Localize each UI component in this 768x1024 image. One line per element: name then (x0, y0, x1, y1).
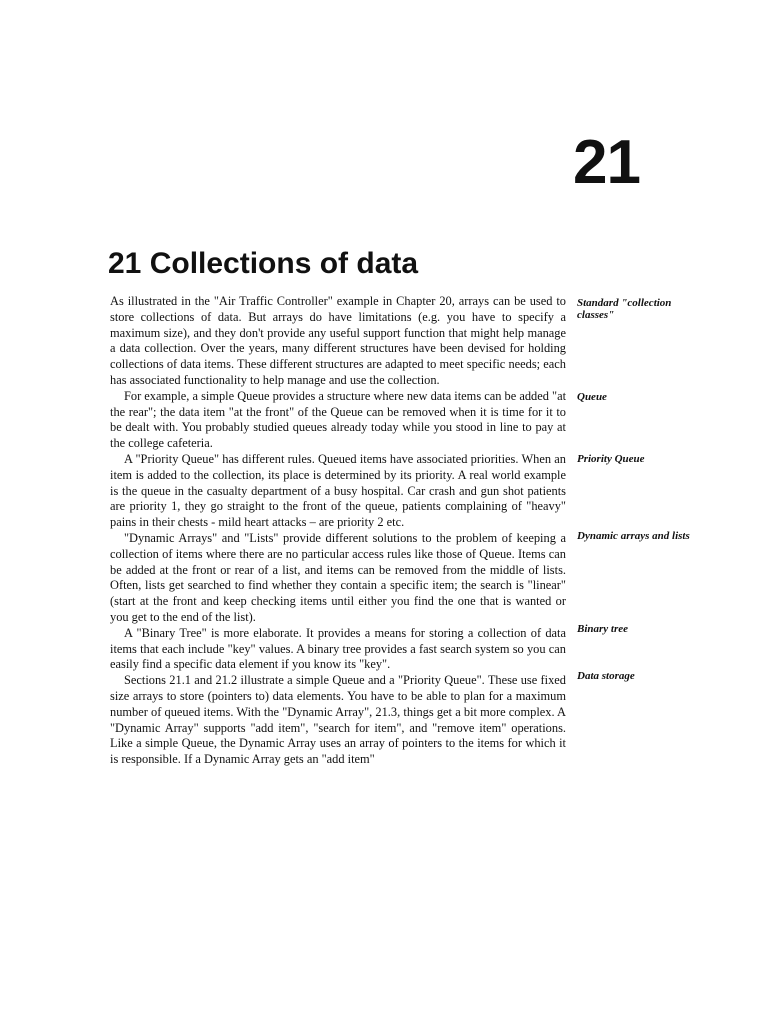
paragraph-data-storage: Sections 21.1 and 21.2 illustrate a simple Queue and a "Priority Queue". These use fixed size arrays to store (pointers to) data elements. You have to be able to plan for a maximum number of queued items. With the "Dynamic Array", 21.3, things get a bit more complex. A "Dynamic Array" supports "add item", "search for item", and "remove item" operations. Like a simple Queue, the Dynamic Array uses an array of pointers to the items for which it is responsible. If a Dynamic Array gets an "add item" (110, 673, 566, 767)
margin-note-binary-tree: Binary tree (577, 623, 629, 635)
paragraph-intro: As illustrated in the "Air Traffic Controller" example in Chapter 20, arrays can be used to store collections of data. But arrays do have limitations (e.g. you have to specify a maximum size), and they don't provide any useful support function that might help manage a data collection. Over the years, many different structures have been devised for holding collections of data items. These different structures are adapted to meet specific needs; each has associated functionality to help manage and use the collection. (110, 294, 566, 387)
chapter-title: 21 Collections of data (108, 247, 419, 280)
margin-note-data-storage: Data storage (577, 670, 635, 682)
paragraph-binary-tree: A "Binary Tree" is more elaborate. It provides a means for storing a collection of data items that each include "key" values. A binary tree provides a fast search system so you can easily find a specific data element if you know its "key". (110, 625, 566, 672)
body-text (110, 294, 566, 768)
margin-note-queue: Queue (577, 391, 607, 403)
paragraph-priority-queue: A "Priority Queue" has different rules. Queued items have associated priorities. When an item is added to the collection, its place is determined by its priority. A real world example is the queue in the casualty department of a busy hospital. Car crash and gun shot patients are priority 1, they go straight to the front of the queue, patients complaining of "heavy" pains in their chests - mild heart attacks – are priority 2 etc. (110, 451, 566, 530)
paragraph-queue: For example, a simple Queue provides a structure where new data items can be added "at the rear"; the data item "at the front" of the Queue can be removed when it is time for it to be dealt with. You probably studied queues already today while you stood in line to pay at the college cafeteria. (110, 388, 567, 451)
chapter-number: 21 (573, 128, 640, 197)
margin-note-priority-queue: Priority Queue (577, 453, 645, 465)
paragraph-dynamic-arrays: "Dynamic Arrays" and "Lists" provide different solutions to the problem of keeping a collection of items where there are no particular access rules like those of Queue. Items can be added at the front or rear of a list, and items can be removed from the middle of lists. Often, lists get searched to find whether they contain a specific item; the search is "linear" (start at the front and keep checking items until either you find the one that is wanted or you get to the end of the list). (110, 530, 566, 624)
margin-note-collection-classes: Standard "collection classes" (577, 297, 672, 321)
margin-note-dynamic-arrays: Dynamic arrays and lists (577, 530, 690, 542)
